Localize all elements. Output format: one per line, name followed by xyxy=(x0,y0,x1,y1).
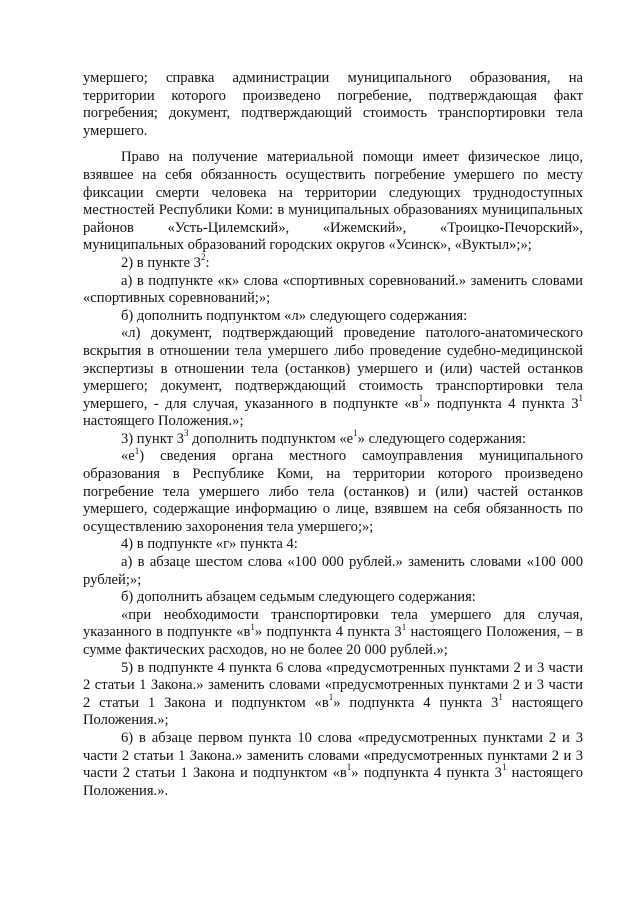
paragraph-p13: 6) в абзаце первом пункта 10 слова «предусмотренных пунктами 2 и 3 части 2 статьи 1 Закона.» заменить словами «предусмотренных пунктами 2 и 3 части 2 статьи 1 Закона и подпунктом «$в^1$» подпункта 4 пункта $3^1$ настоящего Положения.». xyxy=(83,729,583,799)
paragraph-p9: а) в абзаце шестом слова «100 000 рублей.» заменить словами «100 000 рублей;»; xyxy=(83,554,583,588)
paragraph-p4: б) дополнить подпунктом «л» следующего содержания: xyxy=(121,307,468,324)
paragraph-p6: 3) пункт $3^3$ дополнить подпунктом «$е^1$» следующего содержания: xyxy=(121,428,527,447)
paragraph-p5: «л) документ, подтверждающий проведение патолого-анатомического вскрытия в отношении тела умершего либо проведение судебно-медицинской экспертизы в отношении тела (останков) умершего и (или) частей останков умершего; документ, подтверждающий стоимость транспортировки тела умершего, - для случая, указанного в подпункте «$в^1$» подпункта 4 пункта $3^1$ настоящего Положения.»; xyxy=(83,325,584,430)
paragraph-p2: 2) в пункте $3^2$: xyxy=(121,252,210,271)
paragraph-p3: а) в подпункте «к» слова «спортивных соревнований.» заменить словами «спортивных соревнований;»; xyxy=(83,272,583,307)
paragraph-p1: Право на получение материальной помощи имеет физическое лицо, взявшее на себя обязанность осуществить погребение умершего по месту фиксации смерти человека на территории следующих труднодоступных местностей Республики Коми: в муниципальных образованиях муниципальных районов «Усть-Цилемский», «Ижемский», «Троицко-Печорский», муниципальных образований городских округов «Усинск», «Вуктыл»;»; xyxy=(83,149,583,254)
document-body xyxy=(83,70,583,800)
paragraph-p11: «при необходимости транспортировки тела умершего для случая, указанного в подпункте «$в^1$» подпункта 4 пункта $3^1$ настоящего Положения, – в сумме фактических расходов, но не более 20 000 рублей.»; xyxy=(83,606,584,658)
paragraph-p8: 4) в подпункте «г» пункта 4: xyxy=(121,536,298,553)
paragraph-p10: б) дополнить абзацем седьмым следующего содержания: xyxy=(121,589,476,606)
paragraph-p7: «$е^1$) сведения органа местного самоуправления муниципального образования в Республике Коми, на территории которого произведено погребение тела умершего либо тела (останков) и (или) частей останков умершего, содержащие информацию о лице, взявшем на себя обязанность по осуществлению захоронения тела умершего;»; xyxy=(83,445,583,535)
paragraph-p0: умершего; справка администрации муниципального образования, на территории которого произведено погребение, подтверждающая факт погребения; документ, подтверждающий стоимость транспортировки тела умершего. xyxy=(83,70,583,139)
paragraph-p12: 5) в подпункте 4 пункта 6 слова «предусмотренных пунктами 2 и 3 части 2 статьи 1 Закона.» заменить словами «предусмотренных пунктами 2 и 3 части 2 статьи 1 Закона и подпунктом «$в^1$» подпункта 4 пункта $3^1$ настоящего Положения.»; xyxy=(83,659,584,729)
